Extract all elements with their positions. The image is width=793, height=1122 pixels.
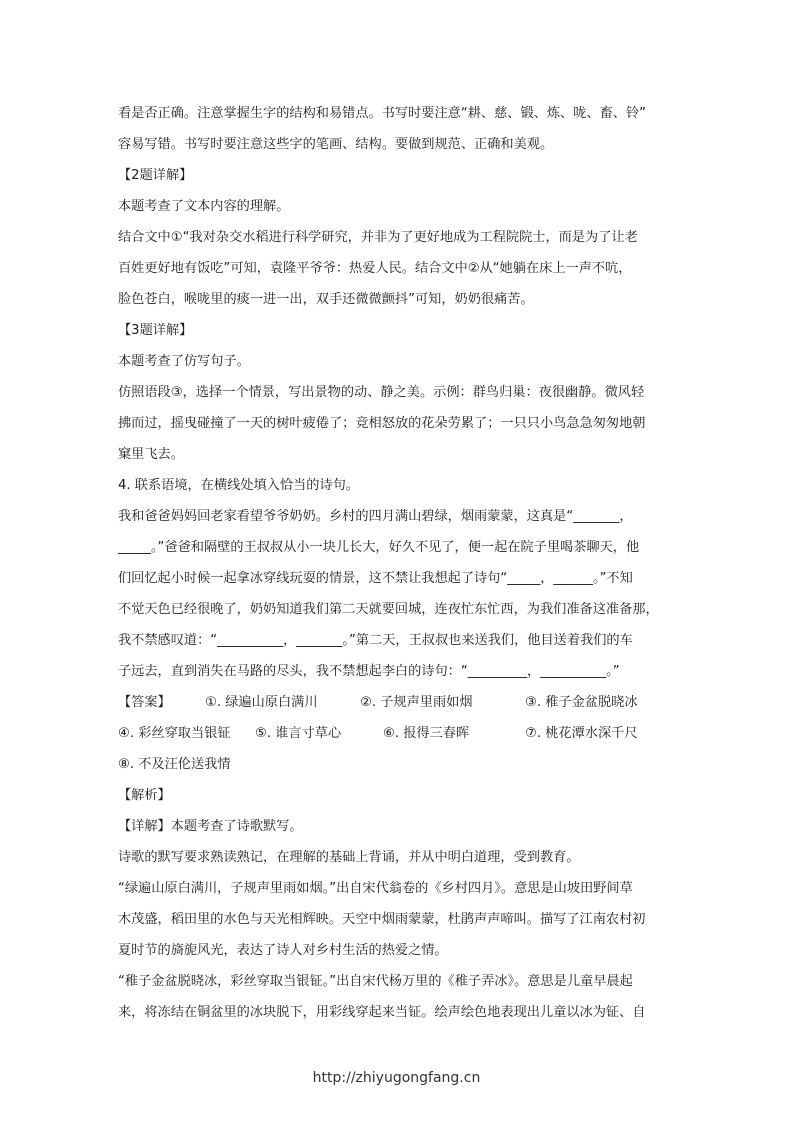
text-line: 窠里飞去。 [118,447,184,462]
footer-url: http://zhiyugongfang.cn [312,1070,481,1086]
text-line: 我不禁感叹道：“__________，_______。”第二天，王叔叔也来送我们，他目送着我们的车 [118,633,633,648]
document-body [118,98,688,1028]
text-line: 我和爸爸妈妈回老家看望爷爷奶奶。乡村的四月满山碧绿，烟雨蒙蒙，这真是“_______， [118,509,633,524]
answer-label: 【答案】 [118,695,171,710]
text-line: 容易写错。书写时要注意这些字的笔画、结构。要做到规范、正确和美观。 [118,137,554,152]
answer-item: ⑧. 不及汪伦送我情 [118,757,231,772]
section-heading: 【3题详解】 [118,323,193,338]
text-line: 来，将冻结在铜盆里的冰块脱下，用彩线穿起来当钲。绘声绘色地表现出儿童以冰为钲、自 [118,1005,646,1020]
answer-item: ①. 绿遍山原白满川 [205,695,318,710]
question-title: 4. 联系语境，在横线处填入恰当的诗句。 [118,478,359,493]
answer-item: ⑦. 桃花潭水深千尺 [525,726,638,741]
text-line: 木茂盛，稻田里的水色与天光相辉映。天空中烟雨蒙蒙，杜鹃声声啼叫。描写了江南农村初 [118,912,646,927]
text-line: “绿遍山原白满川，子规声里雨如烟。”出自宋代翁卷的《乡村四月》。意思是山坡田野间草 [118,881,633,896]
answer-row [118,749,688,780]
answer-row [118,718,688,749]
text-line: 夏时节的旖旎风光，表达了诗人对乡村生活的热爱之情。 [118,943,448,958]
text-line: “稚子金盆脱晓冰，彩丝穿取当银钲。”出自宋代杨万里的《稚子弄冰》。意思是儿童早晨起 [118,974,633,989]
section-heading: 【2题详解】 [118,168,193,183]
text-line: 子远去，直到消失在马路的尽头，我不禁想起李白的诗句：“_________，__________。” [118,664,620,679]
text-line: 看是否正确。注意掌握生字的结构和易错点。书写时要注意“耕、慈、锻、炼、咙、畜、铃” [118,106,646,121]
text-line: 拂而过，摇曳碰撞了一天的树叶疲倦了；竞相怒放的花朵劳累了；一只只小鸟急急匆匆地朝 [118,416,646,431]
answer-item: ④. 彩丝穿取当银钲 [118,726,231,741]
text-line: 本题考查了仿写句子。 [118,354,250,369]
text-line: 诗歌的默写要求熟读熟记，在理解的基础上背诵，并从中明白道理，受到教育。 [118,850,580,865]
text-line: 本题考查了文本内容的理解。 [118,199,290,214]
text-line: 结合文中①“我对杂交水稻进行科学研究，并非为了更好地成为工程院院士，而是为了让老 [118,230,638,245]
answer-item: ②. 子规声里雨如烟 [360,695,473,710]
text-line: 脸色苍白，喉咙里的痰一进一出，双手还微微颤抖”可知，奶奶很痛苦。 [118,292,534,307]
answer-row [118,687,688,718]
answer-item: ⑥. 报得三春晖 [383,726,470,741]
answer-item: ③. 稚子金盆脱晓冰 [525,695,638,710]
answer-item: ⑤. 谁言寸草心 [255,726,342,741]
text-line: 百姓更好地有饭吃”可知，袁隆平爷爷：热爱人民。结合文中②从“她躺在床上一声不吭， [118,261,632,276]
text-line: 们回忆起小时候一起拿冰穿线玩耍的情景，这不禁让我想起了诗句“_____，______。”不知 [118,571,633,586]
text-line: _____。”爸爸和隔壁的王叔叔从小一块儿长大，好久不见了，便一起在院子里喝茶聊天，他 [118,540,640,555]
text-line: 不觉天色已经很晚了，奶奶知道我们第二天就要回城，连夜忙东忙西，为我们准备这准备那， [118,602,659,617]
section-heading: 【解析】 [118,788,171,803]
text-line: 仿照语段③，选择一个情景，写出景物的动、静之美。示例：群鸟归巢：夜很幽静。微风轻 [118,385,645,400]
text-line: 【详解】本题考查了诗歌默写。 [118,819,303,834]
